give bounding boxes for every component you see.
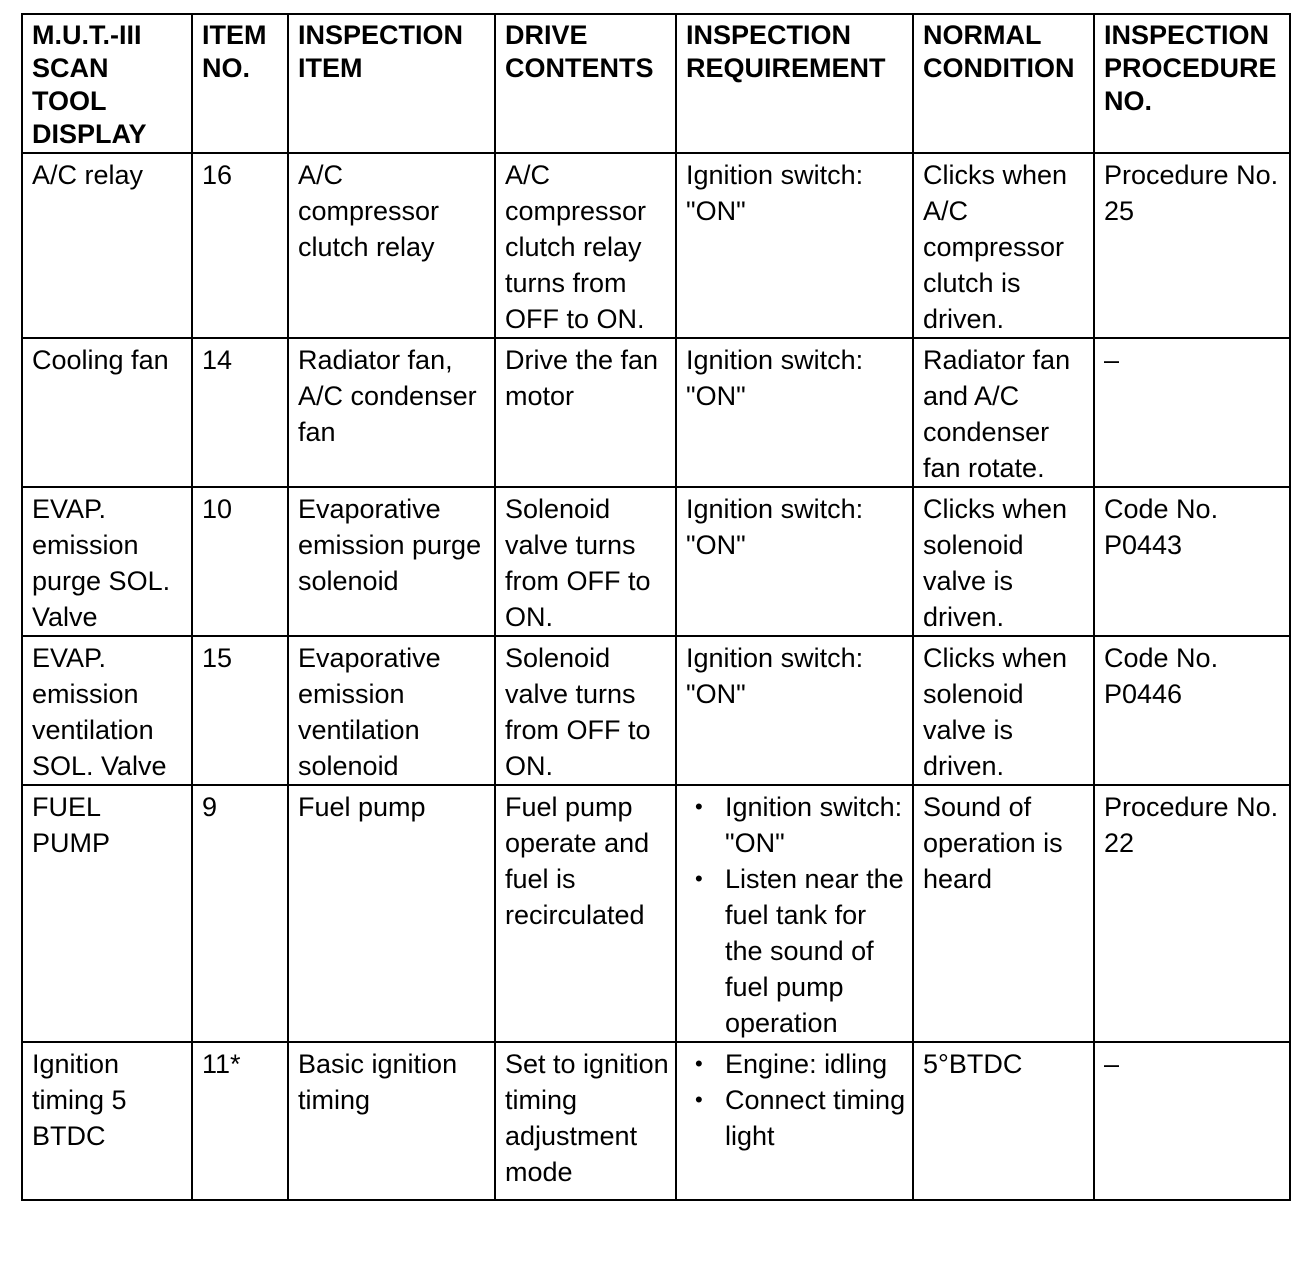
cell-drive-contents: Fuel pump operate and fuel is recirculated <box>495 785 676 1042</box>
requirement-text: Ignition switch: "ON" <box>725 792 903 858</box>
table-body <box>22 153 1290 1200</box>
cell-inspection-procedure-no: – <box>1094 1042 1290 1200</box>
cell-scan-tool-display: Cooling fan <box>22 338 192 487</box>
table-row <box>22 1042 1290 1200</box>
cell-inspection-requirement <box>676 1042 913 1200</box>
requirement-list <box>686 789 906 1041</box>
cell-inspection-item: Radiator fan, A/C condenser fan <box>288 338 495 487</box>
cell-inspection-requirement <box>676 785 913 1042</box>
cell-inspection-procedure-no: Code No. P0443 <box>1094 487 1290 636</box>
cell-item-no: 11* <box>192 1042 288 1200</box>
cell-inspection-item: A/C compressor clutch relay <box>288 153 495 338</box>
table-row <box>22 636 1290 785</box>
cell-inspection-procedure-no: Procedure No. 22 <box>1094 785 1290 1042</box>
requirement-text: Connect timing light <box>725 1085 906 1151</box>
cell-drive-contents: Solenoid valve turns from OFF to ON. <box>495 487 676 636</box>
cell-inspection-procedure-no: Code No. P0446 <box>1094 636 1290 785</box>
cell-normal-condition: 5°BTDC <box>913 1042 1094 1200</box>
cell-drive-contents: Solenoid valve turns from OFF to ON. <box>495 636 676 785</box>
cell-inspection-requirement: Ignition switch: "ON" <box>676 338 913 487</box>
table-row <box>22 487 1290 636</box>
cell-inspection-requirement: Ignition switch: "ON" <box>676 153 913 338</box>
bullet-icon: • <box>695 1051 703 1076</box>
table-row <box>22 153 1290 338</box>
cell-inspection-item: Fuel pump <box>288 785 495 1042</box>
cell-item-no: 14 <box>192 338 288 487</box>
cell-inspection-item: Evaporative emission purge solenoid <box>288 487 495 636</box>
cell-normal-condition: Clicks when solenoid valve is driven. <box>913 487 1094 636</box>
cell-item-no: 9 <box>192 785 288 1042</box>
cell-item-no: 10 <box>192 487 288 636</box>
cell-inspection-item: Evaporative emission ventilation solenoid <box>288 636 495 785</box>
header-row <box>22 14 1290 153</box>
cell-inspection-procedure-no: – <box>1094 338 1290 487</box>
bullet-icon: • <box>695 794 703 819</box>
header-scan-tool-display: M.U.T.-III SCAN TOOL DISPLAY <box>22 14 192 153</box>
cell-inspection-procedure-no: Procedure No. 25 <box>1094 153 1290 338</box>
bullet-icon: • <box>695 866 703 891</box>
header-drive-contents: DRIVE CONTENTS <box>495 14 676 153</box>
cell-inspection-requirement: Ignition switch: "ON" <box>676 487 913 636</box>
cell-normal-condition: Clicks when A/C compressor clutch is driven. <box>913 153 1094 338</box>
requirement-list-item <box>695 1082 906 1154</box>
cell-scan-tool-display: FUEL PUMP <box>22 785 192 1042</box>
cell-item-no: 15 <box>192 636 288 785</box>
header-inspection-item: INSPECTION ITEM <box>288 14 495 153</box>
table-row <box>22 785 1290 1042</box>
cell-drive-contents: Set to ignition timing adjustment mode <box>495 1042 676 1200</box>
bullet-icon: • <box>695 1087 703 1112</box>
header-inspection-procedure-no: INSPECTION PROCEDURE NO. <box>1094 14 1290 153</box>
requirement-list-item <box>695 861 906 1041</box>
cell-drive-contents: A/C compressor clutch relay turns from OFF to ON. <box>495 153 676 338</box>
table-row <box>22 338 1290 487</box>
requirement-list-item <box>695 1046 906 1082</box>
cell-normal-condition: Radiator fan and A/C condenser fan rotate. <box>913 338 1094 487</box>
cell-scan-tool-display: EVAP. emission purge SOL. Valve <box>22 487 192 636</box>
cell-scan-tool-display: A/C relay <box>22 153 192 338</box>
requirement-text: Engine: idling <box>725 1049 888 1079</box>
cell-inspection-requirement: Ignition switch: "ON" <box>676 636 913 785</box>
cell-drive-contents: Drive the fan motor <box>495 338 676 487</box>
requirement-list <box>686 1046 906 1154</box>
requirement-list-item <box>695 789 906 861</box>
cell-scan-tool-display: EVAP. emission ventilation SOL. Valve <box>22 636 192 785</box>
header-item-no: ITEM NO. <box>192 14 288 153</box>
cell-scan-tool-display: Ignition timing 5 BTDC <box>22 1042 192 1200</box>
cell-inspection-item: Basic ignition timing <box>288 1042 495 1200</box>
cell-normal-condition: Clicks when solenoid valve is driven. <box>913 636 1094 785</box>
header-normal-condition: NORMAL CONDITION <box>913 14 1094 153</box>
actuator-test-table <box>21 13 1291 1201</box>
header-inspection-requirement: INSPECTION REQUIREMENT <box>676 14 913 153</box>
requirement-text: Listen near the fuel tank for the sound of fuel pump operation <box>725 864 904 1038</box>
cell-item-no: 16 <box>192 153 288 338</box>
cell-normal-condition: Sound of operation is heard <box>913 785 1094 1042</box>
